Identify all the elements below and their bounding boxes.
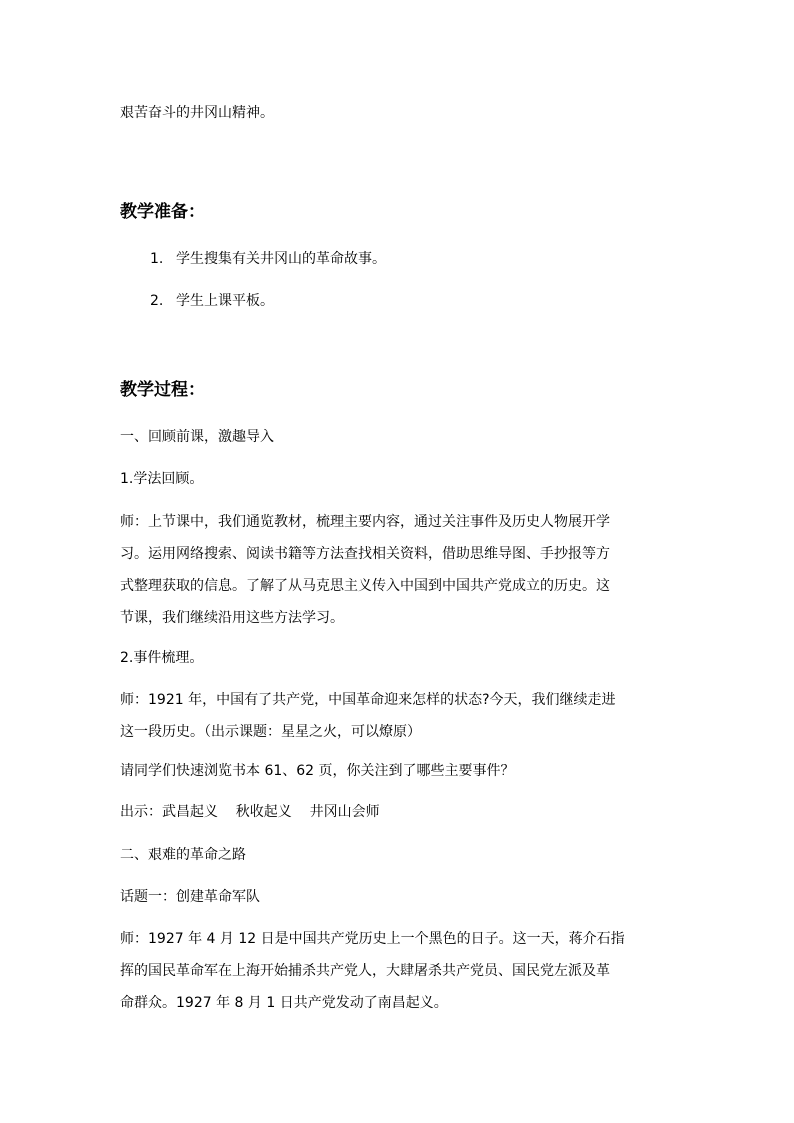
paragraph-line: 师：1921 年，中国有了共产党，中国革命迎来怎样的状态?今天，我们继续走进 bbox=[120, 692, 616, 708]
sub-1-title: 1.学法回顾。 bbox=[120, 471, 204, 487]
prep-heading: 教学准备： bbox=[120, 202, 205, 222]
paragraph-line: 式整理获取的信息。了解了从马克思主义传入中国到中国共产党成立的历史。这 bbox=[120, 578, 610, 594]
section-1-title: 一、回顾前课，激趣导入 bbox=[120, 429, 274, 445]
list-text: 学生上课平板。 bbox=[176, 293, 274, 309]
paragraph-line: 命群众。1927 年 8 月 1 日共产党发动了南昌起义。 bbox=[120, 995, 448, 1011]
show-line: 出示：武昌起义 秋收起义 井冈山会师 bbox=[120, 804, 380, 820]
list-text: 学生搜集有关井冈山的革命故事。 bbox=[176, 251, 386, 267]
paragraph-line: 师：上节课中，我们通览教材，梳理主要内容，通过关注事件及历史人物展开学 bbox=[120, 514, 610, 530]
question-text: 请同学们快速浏览书本 61、62 页，你关注到了哪些主要事件？ bbox=[120, 763, 515, 779]
sub-2-title: 2.事件梳理。 bbox=[120, 650, 204, 666]
list-number: 1. bbox=[150, 251, 164, 267]
paragraph-line: 这一段历史。（出示课题：星星之火，可以燎原） bbox=[120, 724, 421, 740]
process-heading: 教学过程： bbox=[120, 380, 205, 400]
list-number: 2. bbox=[150, 293, 164, 309]
topic-1-title: 话题一：创建革命军队 bbox=[120, 889, 260, 905]
section-2-title: 二、艰难的革命之路 bbox=[120, 847, 246, 863]
paragraph-2 bbox=[120, 690, 680, 742]
paragraph-line: 师：1927 年 4 月 12 日是中国共产党历史上一个黑色的日子。这一天，蒋介石指 bbox=[120, 931, 625, 947]
paragraph-line: 节课，我们继续沿用这些方法学习。 bbox=[120, 610, 344, 626]
show-text bbox=[120, 802, 680, 822]
prep-item-1 bbox=[150, 249, 386, 269]
paragraph-1 bbox=[120, 512, 680, 628]
paragraph-3 bbox=[120, 929, 680, 1013]
paragraph-line: 习。运用网络搜索、阅读书籍等方法查找相关资料，借助思维导图、手抄报等方 bbox=[120, 546, 610, 562]
prep-item-2 bbox=[150, 291, 274, 311]
intro-tail-text: 艰苦奋斗的井冈山精神。 bbox=[120, 105, 274, 121]
paragraph-line: 挥的国民革命军在上海开始捕杀共产党人，大肆屠杀共产党员、国民党左派及革 bbox=[120, 963, 610, 979]
